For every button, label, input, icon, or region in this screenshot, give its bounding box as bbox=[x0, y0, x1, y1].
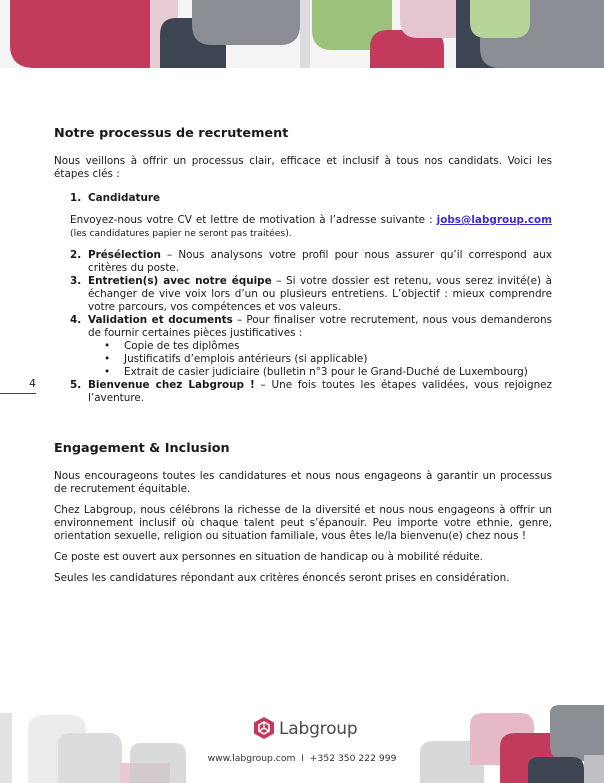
engagement-paragraph-2: Chez Labgroup, nous célébrons la richesse de la diversité et nous nous engageons à offrir un environnement inclusif où chaque talent peut s’épanouir. Peu importe votre ethnie, genre, orientation sexuelle, religion ou situation familiale, vous êtes le/la bienvenu(e) chez nous ! bbox=[54, 504, 552, 542]
step-3 bbox=[54, 275, 552, 314]
bullet-icon: • bbox=[104, 340, 111, 352]
process-steps bbox=[54, 192, 552, 205]
step-1-number: 1. bbox=[70, 192, 82, 204]
step-1-note: (les candidatures papier ne seront pas traitées). bbox=[70, 228, 292, 239]
step-3-number: 3. bbox=[70, 275, 82, 287]
step-5 bbox=[54, 379, 552, 405]
labgroup-hexagon-icon bbox=[253, 716, 275, 740]
process-intro: Nous veillons à offrir un processus clair, efficace et inclusif à tous nos candidats. Voici les étapes clés : bbox=[54, 155, 552, 180]
process-steps-continued bbox=[54, 249, 552, 405]
step-2 bbox=[54, 249, 552, 275]
page-number: 4 bbox=[29, 377, 36, 390]
step-1-title: Candidature bbox=[88, 192, 161, 204]
step-3-title: Entretien(s) avec notre équipe bbox=[88, 275, 272, 287]
step-5-title: Bienvenue chez Labgroup ! bbox=[88, 379, 255, 391]
document-item bbox=[90, 366, 552, 379]
process-title: Notre processus de recrutement bbox=[54, 126, 289, 141]
step-2-title: Présélection bbox=[88, 249, 161, 261]
step-5-text: – Une fois toutes les étapes validées, vous rejoignez l’aventure. bbox=[88, 379, 552, 404]
step-5-number: 5. bbox=[70, 379, 82, 391]
bullet-icon: • bbox=[104, 353, 111, 365]
step-4-text: – Pour finaliser votre recrutement, nous vous demanderons de fournir certaines pièces justificatives : bbox=[88, 314, 552, 339]
header-banner bbox=[0, 0, 604, 68]
document-item bbox=[90, 353, 552, 366]
step-4-number: 4. bbox=[70, 314, 82, 326]
step-1-detail bbox=[54, 214, 552, 240]
step-4-title: Validation et documents bbox=[88, 314, 233, 326]
engagement-paragraph-1: Nous encourageons toutes les candidatures et nous nous engageons à garantir un processus de recrutement équitable. bbox=[54, 470, 552, 495]
footer-contact: www.labgroup.com I +352 350 222 999 bbox=[207, 753, 397, 764]
email-link[interactable]: jobs@labgroup.com bbox=[436, 214, 552, 226]
document-label: Copie de tes diplômes bbox=[124, 340, 240, 352]
step-3-text: – Si votre dossier est retenu, vous serez invité(e) à échanger de vive voix lors d’un ou plusieurs entretiens. L’objectif : mieux comprendre votre parcours, vos compétences et vos valeurs. bbox=[88, 275, 552, 313]
labgroup-logo bbox=[253, 716, 358, 742]
step-1 bbox=[54, 192, 552, 205]
logo-wordmark: Labgroup bbox=[279, 719, 358, 739]
main-content bbox=[54, 126, 552, 585]
step-2-text: – Nous analysons votre profil pour nous assurer qu’il correspond aux critères du poste. bbox=[88, 249, 552, 274]
bullet-icon: • bbox=[104, 366, 111, 378]
engagement-title: Engagement & Inclusion bbox=[54, 441, 230, 456]
document-label: Justificatifs d’emplois antérieurs (si applicable) bbox=[124, 353, 368, 365]
page-number-rule bbox=[0, 393, 36, 394]
engagement-paragraph-4: Seules les candidatures répondant aux critères énoncés seront prises en considération. bbox=[54, 572, 510, 584]
document-label: Extrait de casier judiciaire (bulletin n°3 pour le Grand-Duché de Luxembourg) bbox=[124, 366, 528, 378]
step-2-number: 2. bbox=[70, 249, 82, 261]
engagement-paragraph-3: Ce poste est ouvert aux personnes en situation de handicap ou à mobilité réduite. bbox=[54, 551, 483, 563]
step-4 bbox=[54, 314, 552, 379]
documents-list bbox=[88, 340, 552, 379]
document-item bbox=[90, 340, 552, 353]
step-1-text: Envoyez-nous votre CV et lettre de motivation à l’adresse suivante : bbox=[70, 214, 437, 226]
